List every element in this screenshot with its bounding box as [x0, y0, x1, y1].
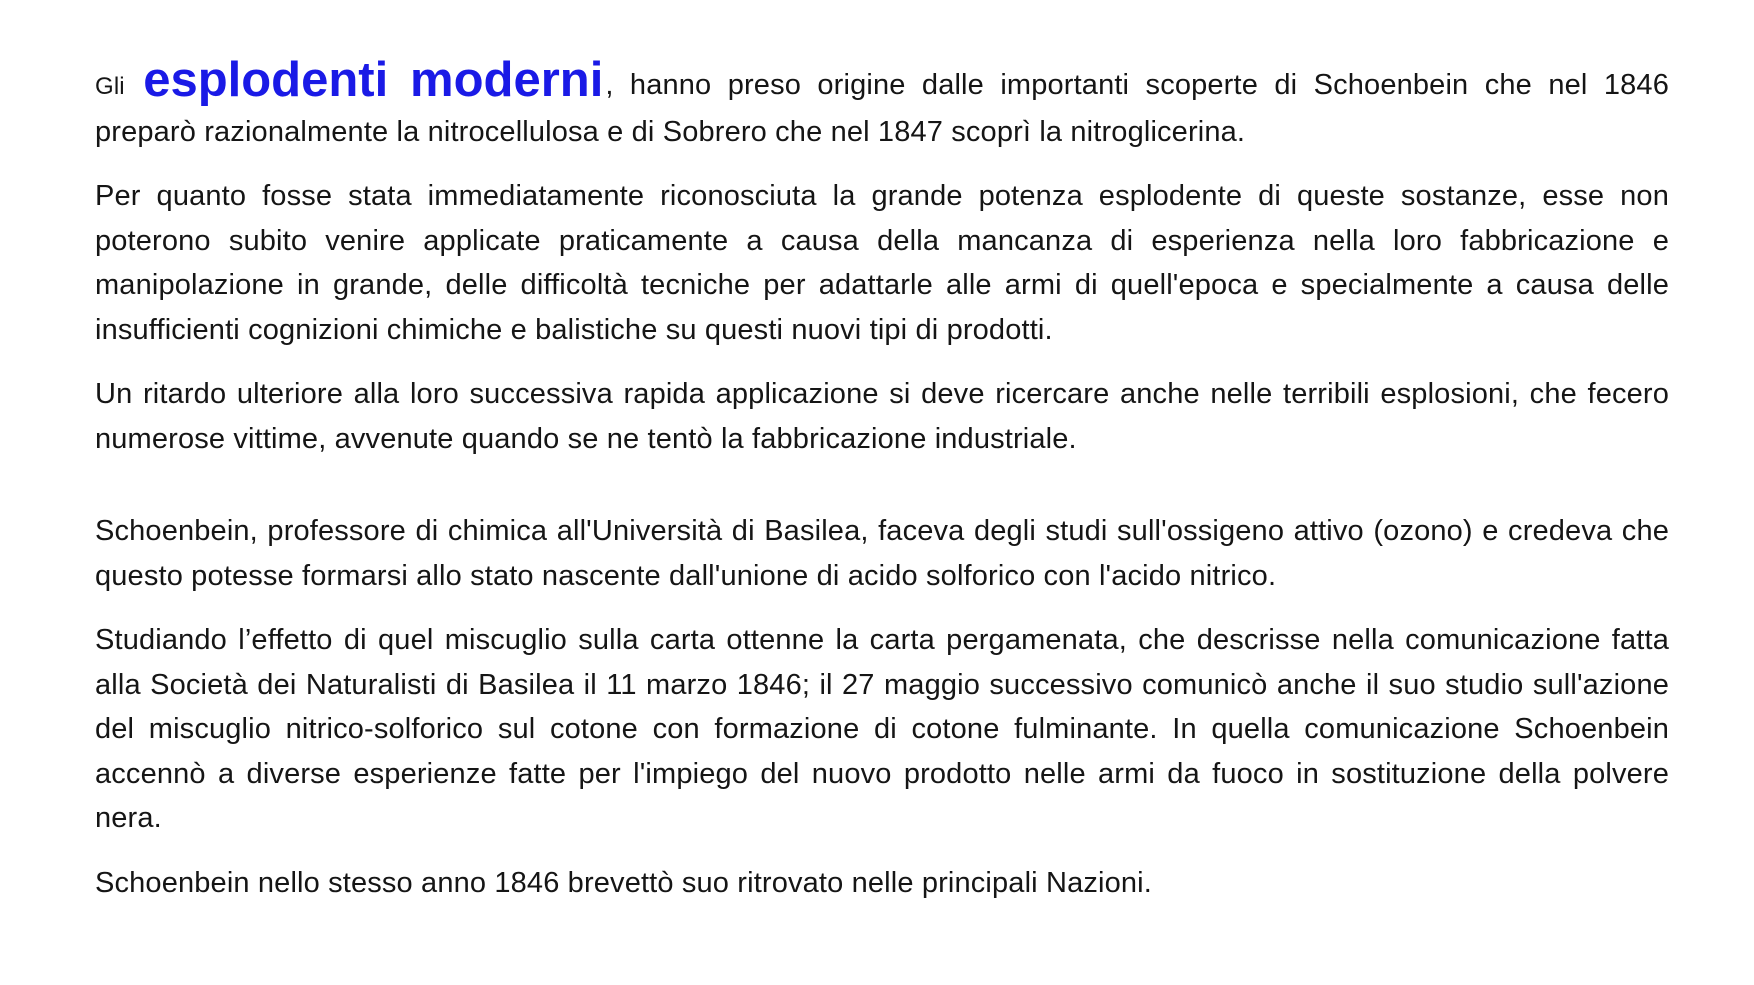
paragraph-brevetto: Schoenbein nello stesso anno 1846 brevettò suo ritrovato nelle principali Nazioni.	[95, 866, 1152, 899]
document-slide	[95, 53, 1669, 938]
paragraph-studiando: Studiando l’effetto di quel miscuglio sulla carta ottenne la carta pergamenata, che descrisse nella comunicazione fatta alla Società dei Naturalisti di Basilea il 11 marzo 1846; il 27 maggio successivo comunicò anche il suo studio sull'azione del miscuglio nitrico-solforico sul cotone con formazione di cotone fulminante. In quella comunicazione Schoenbein accennò a diverse esperienze fatte per l'impiego del nuovo prodotto nelle armi da fuoco in sostituzione della polvere nera.	[95, 624, 1669, 834]
intro-rest: , hanno preso origine dalle importanti scoperte di Schoenbein che nel 1846 preparò razionalmente la nitrocellulosa e di Sobrero che nel 1847 scoprì la nitroglicerina.	[95, 69, 1669, 148]
paragraph-potenza: Per quanto fosse stata immediatamente riconosciuta la grande potenza esplodente di queste sostanze, esse non poterono subito venire applicate praticamente a causa della mancanza di esperienza nella loro fabbricazione e manipolazione in grande, delle difficoltà tecniche per adattarle alle armi di quell'epoca e specialmente a causa delle insufficienti cognizioni chimiche e balistiche su questi nuovi tipi di prodotti.	[95, 180, 1669, 346]
paragraph-ritardo: Un ritardo ulteriore alla loro successiva rapida applicazione si deve ricercare anche nelle terribili esplosioni, che fecero numerose vittime, avvenute quando se ne tentò la fabbricazione industriale.	[95, 378, 1669, 455]
highlight-title: esplodenti moderni	[143, 53, 604, 107]
intro-word: Gli	[95, 73, 125, 100]
paragraph-schoenbein-professore: Schoenbein, professore di chimica all'Università di Basilea, faceva degli studi sull'ossigeno attivo (ozono) e credeva che questo potesse formarsi allo stato nascente dall'unione di acido solforico con l'acido nitrico.	[95, 515, 1669, 592]
paragraph-intro	[95, 53, 1669, 154]
